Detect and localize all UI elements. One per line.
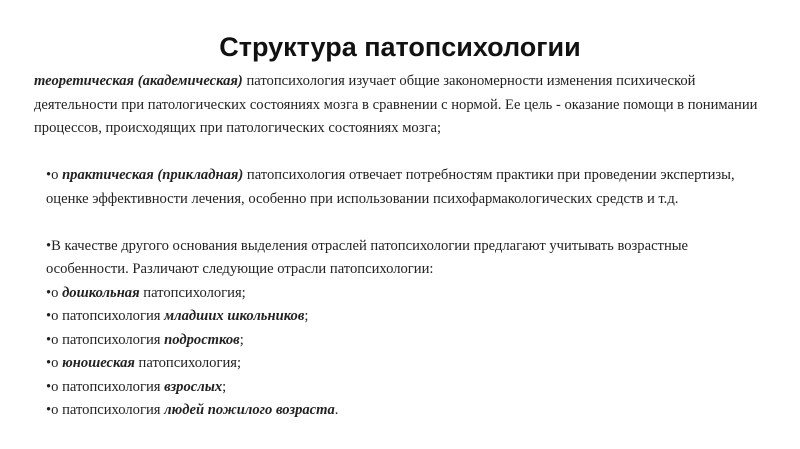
slide-body [34, 70, 774, 423]
branch-item [34, 305, 774, 329]
paragraph-practical-text: патопсихология отвечает потребностям практики при проведении экспертизы, оценке эффективности лечения, особенно при использовании психофармакологических средств и т.д. [46, 167, 735, 207]
paragraph-age [34, 235, 774, 282]
paragraph-practical [34, 164, 774, 211]
branch-term: дошкольная [62, 284, 140, 301]
bullet-marker: •о [46, 378, 63, 395]
branch-item [34, 329, 774, 353]
branch-item [34, 352, 774, 376]
branch-suffix: патопсихология; [139, 284, 246, 301]
bullet-marker: •о [46, 167, 63, 183]
paragraph-theoretical [34, 70, 774, 141]
bullet-marker: •о [46, 355, 63, 371]
branch-prefix: патопсихология [62, 402, 165, 418]
branch-suffix: . [334, 402, 339, 418]
branch-prefix: патопсихология [62, 331, 165, 348]
slide-title: Структура патопсихологии [219, 32, 581, 62]
term-practical: практическая (прикладная) [62, 167, 244, 183]
spacer [34, 141, 774, 165]
branch-term: юношеская [62, 355, 135, 371]
paragraph-age-text: В качестве другого основания выделения отраслей патопсихологии предлагают учитывать возрастные особенности. Различают следующие отрасли патопсихологии: [46, 237, 689, 277]
branch-prefix: патопсихология [62, 378, 165, 395]
branch-term: людей пожилого возраста [164, 402, 335, 418]
branch-prefix: патопсихология [62, 308, 165, 324]
paragraph-theoretical-text: патопсихология изучает общие закономерности изменения психической деятельности при патологических состояниях мозга в сравнении с нормой. Ее цель - оказание помощи в понимании процессов, происходящих при патологических состояниях мозга; [34, 73, 758, 136]
branch-item [34, 399, 774, 423]
branch-item [34, 282, 774, 306]
bullet-marker: • [46, 237, 52, 254]
bullet-marker: •о [46, 308, 63, 324]
bullet-marker: •о [46, 402, 63, 418]
branch-suffix: ; [222, 378, 227, 395]
spacer [34, 211, 774, 235]
branch-suffix: патопсихология; [134, 355, 242, 371]
branch-suffix: ; [304, 308, 309, 324]
branch-suffix: ; [239, 331, 244, 348]
term-theoretical: теоретическая (академическая) [34, 73, 243, 89]
branch-term: подростков [164, 331, 240, 348]
bullet-marker: •о [46, 284, 63, 301]
branch-item [34, 376, 774, 400]
bullet-marker: •о [46, 331, 63, 348]
branch-term: младших школьников [164, 308, 305, 324]
branch-term: взрослых [164, 378, 223, 395]
